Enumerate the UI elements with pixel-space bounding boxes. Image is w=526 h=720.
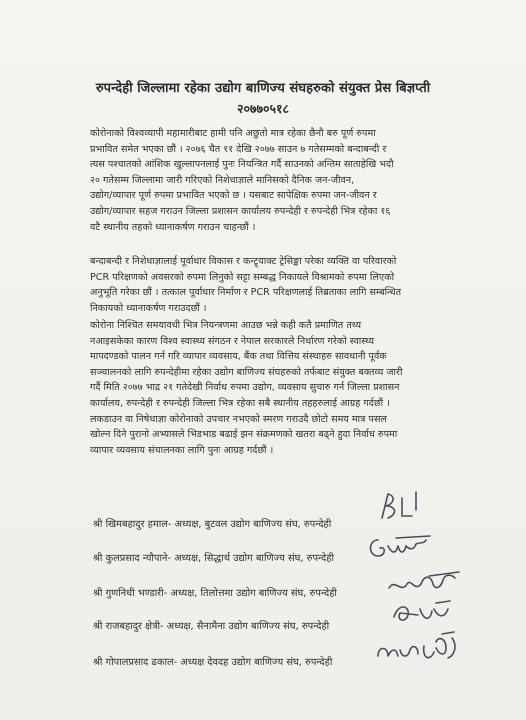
paragraph-2	[90, 254, 492, 316]
paragraph-line: उद्योग/व्यापार सहज गराउन जिल्ला प्रशासन कार्यालय रुपन्देही र रुपन्देही भित्र रहेका १६	[90, 205, 391, 217]
paragraph-line: त्यस पश्चातको आंशिक खुल्लापनलाई पुनः नियन्त्रित गर्दै साउनको अन्तिम साताहेखि भदौ	[90, 159, 394, 171]
signature-4	[388, 597, 460, 629]
paragraph-line: नआइसकेका कारण विश्व स्वास्थ्य संगठन र नेपाल सरकारले निर्धारण गरेको स्वास्थ्य	[90, 335, 375, 347]
paragraph-line: PCR परिक्षणको अवसरको रुपमा लिनुको सट्टा सम्बद्ध निकायले विश्रामको रुपमा लिएको	[90, 271, 395, 283]
signature-5	[372, 626, 466, 670]
paragraph-3	[90, 318, 492, 458]
paragraph-line: २० गतेसम्म जिल्लामा जारी गरिएको निशेधाज्ञाले मानिसको दैनिक जन-जीवन,	[90, 174, 355, 186]
signature-1	[372, 488, 442, 524]
paragraph-line: बन्दाबन्दी र निशेधाज्ञालाई पूर्वाधार विकास र कन्ट्र्याक्ट ट्रेसिङ्मा परेका व्यक्ति वा परिवारको	[90, 256, 397, 267]
paragraph-line: खोल्न दिने पुरानो अभ्यासले भिडभाड बढाई झन संक्रमणको खतरा बढ्ने हुदा निर्वाध रुपमा	[90, 429, 398, 441]
signatory-5: श्री गोपालप्रसाद ढकाल- अध्यक्ष देवदह उद्योग बाणिज्य संघ, रुपन्देही	[93, 657, 333, 668]
signatory-3: श्री गुणनिधी भण्डारी- अध्यक्ष, तिलोत्तमा उद्योग बाणिज्य संघ, रुपन्देही	[93, 588, 337, 599]
paragraph-line: प्रभावित समेत भएका छौं । २०७६ चैत ११ देखि २०७७ साउन ७ गतेसम्मको बन्दाबन्दी र	[90, 143, 387, 155]
paragraph-1	[90, 126, 492, 235]
document-title: रुपन्देही जिल्लामा रहेका उद्योग बाणिज्य संघहरुको संयुक्त प्रेस बिज्ञप्ती	[95, 81, 431, 96]
document-number: २०७७०५१८	[236, 101, 289, 116]
paragraph-line: मापदण्डको पालन गर्न गरि व्यापार व्यवसाय, बैंक तथा वित्तिय संस्थाहरु सावधानी पूर्वक	[90, 351, 387, 363]
paragraph-line: गर्दै मिति २०७७ भाद्र २१ गतेदेखी निर्वाध रुपमा उद्योग, व्यवसाय सुचारु गर्न जिल्ला प्रशासन	[90, 382, 400, 394]
paragraph-line: कोरोना निश्चित समयावधी भित्र नियन्त्रणमा आउछ भन्ने कही कतै प्रमाणित तथ्य	[90, 320, 362, 331]
signatory-1: श्री खिमबहादुर हमाल- अध्यक्ष, बुटवल उद्योग बाणिज्य संघ, रुपन्देही	[93, 519, 332, 530]
signature-2	[366, 532, 442, 562]
signatory-4: श्री राजबहादुर क्षेत्री- अध्यक्ष, सैनामैना उद्योग बाणिज्य संघ, रुपन्देही	[93, 621, 330, 632]
signatory-2: श्री कुलप्रसाद न्यौपाने- अध्यक्ष, सिद्धार्थ उद्योग बाणिज्य संघ, रुपन्देही	[93, 553, 334, 564]
paragraph-line: वटै स्थानीय तहको ध्यानाकर्षण गराउन चाहन्छौं ।	[90, 221, 256, 233]
signature-3	[385, 566, 465, 598]
paragraph-line: कार्यालय, रुपन्देही र रुपन्देही जिल्ला भित्र रहेका सबै स्थानीय तहहरुलाई आग्रह गर्दछौं ।	[90, 397, 390, 409]
paragraph-line: अनुभूति गरेका छौं । तत्काल पूर्वाधार निर्माण र PCR परिक्षणलाई तिब्रताका लागि सम्बन्धित	[90, 287, 402, 299]
paragraph-line: उद्योग/व्यापार पूर्ण रुपमा प्रभावित भएको छ । यसबाट सापेक्षिक रुपमा जन-जीवन र	[90, 190, 377, 202]
paragraph-line: निकायको ध्यानाकर्षण गराउदछौं ।	[90, 302, 207, 314]
paragraph-line: कोरोनाको विश्वव्यापी महामारीबाट हामी पनि अछुतो मात्र रहेका छैनौ बरु पूर्ण रुपमा	[90, 128, 376, 139]
paragraph-line: लकडाउन वा निषेधाज्ञा कोरोनाको उपचार नभएको स्मरण गराउदै छोटो समय मात्र पसल	[90, 413, 387, 425]
paragraph-line: व्यापार व्यवसाय संचालनका लागि पुनः आग्रह गर्दछौं ।	[90, 444, 274, 456]
paragraph-line: सञ्चालनको लागि रुपन्देहीमा रहेका उद्योग बाणिज्य संघहरुको तर्फबाट संयुक्त बक्तव्य जारी	[90, 366, 403, 378]
